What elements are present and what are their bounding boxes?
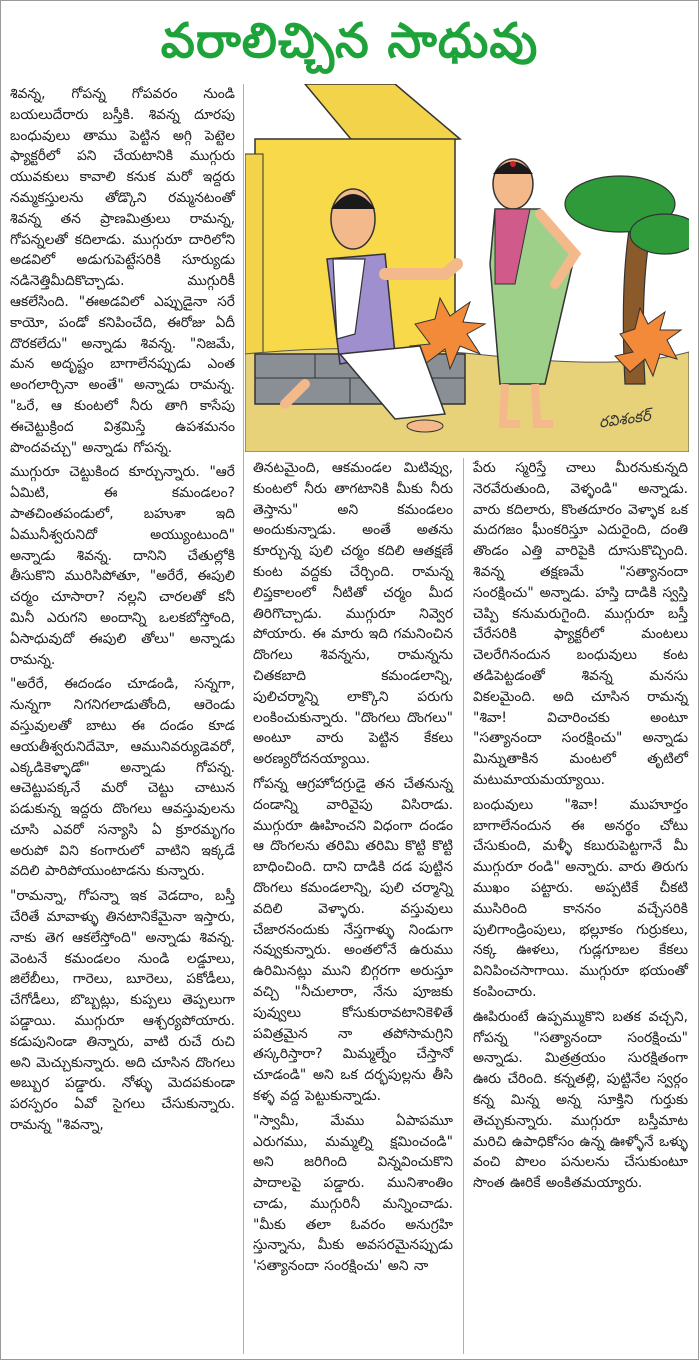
text-column-3: [473, 458, 688, 1198]
column-divider: [463, 458, 464, 1354]
text-column-1: [10, 84, 235, 1140]
column-divider: [243, 84, 244, 1354]
paragraph: ఊపిరుంటే ఉప్పమ్ముకొని బతక వచ్చని, గోపన్న "సత్యానందా సంరక్షించు" అన్నాడు. మిత్రత్రయం సురక్షితంగా ఊరు చేరింది. కన్నతల్లి, పుట్టినేల స్వర్గం కన్న మిన్న అన్న సూక్తిని గుర్తుకు తెచ్చుకున్నారు. ముగ్గురూ బస్తీమాట మరిచి ఉపాధికోసం ఉన్న ఊళ్ళోనే ఒళ్ళు వంచి పొలం పనులను చేసుకుంటూ సొంత ఊరికే అంకితమయ్యారు.: [473, 1008, 688, 1192]
paragraph: తినటమైంది, ఆకమండల మిటివ్వు, కుంటలో నీరు తాగటానికి మీకు నీరు తెస్తాను" అని కమండలం అందుకున్నాడు. అంతే అతను కూర్చున్న పులి చర్మం కదిలి ఆతక్షణే కుంట వద్దకు చేర్చింది. రామన్న లిప్తకాలంలో నీటితో చర్మం మీద తిరిగొచ్చాడు. ముగ్గురూ నివ్వెర పోయారు. ఈ మారు ఇది గమనించిన దొంగలు శివన్నను, రామన్నను చితకబాది కమండలాన్ని, పులిచర్మాన్ని లాక్కొని పరుగు లంకించుకున్నారు. "దొంగలు దొంగలు" అంటూ వారు పెట్టిన కేకలు అరణ్యరోదనయ్యాయి.: [253, 460, 453, 768]
paragraph: ముగ్గురూ చెట్టుకింద కూర్చున్నారు. "ఆరే ఏమిటి, ఈ కమండలం? పాతచింతపండులో, బహుశా ఇది ఏమునీశ్వరునిదో అయ్యుంటుంది" అన్నాడు శివన్న. దానిని చేతుల్లోకి తీసుకొని మురిసిపోతూ, "అరేరే, ఈపులి చర్మం చూసారా? నల్లని చారలతో కనీ మినీ ఎరుగని అందాన్ని ఒలకబోస్తోంది, ఏసాధువుదో ఈపులి తోలు" అన్నాడు రామన్న.: [10, 464, 235, 668]
paragraph: శివన్న, గోపన్న గోపవరం నుండి బయలుదేరారు బస్తీకి. శివన్న దూరపు బంధువులు తాము పెట్టిన అగ్గి పెట్టెల ఫ్యాక్టరీలో పని చేయటానికి ముగ్గురు యువకులు కావాలి కనుక మరో ఇద్దరు నమ్మకస్తులను తోడ్కొని రమ్మనటంతో శివన్న తన ప్రాణమిత్రులు రామన్న, గోపన్నలతో కదిలాడు. ముగ్గురూ దారిలోని అడవిలో అడుగుపెట్టేసరికి సూర్యుడు నడినెత్తిమీదికొచ్చాడు. ముగ్గురికీ ఆకలేసింది. "ఈఅడవిలో ఎప్పుడైనా సరే కాయో, పండో కనిపించేది, ఈరోజు ఏదీ దొరకలేదు" అన్నాడు శివన్న. "నిజమే, మన అదృష్టం బాగాలేనప్పుడు ఎంత అంగలార్చినా అంతే" అన్నాడు రామన్న. "ఒరే, ఆ కుంటలో నీరు తాగి కాసేపు ఈచెట్టుక్రింద విశ్రమిస్తే ఉపశమనం పొందవచ్చు" అన్నాడు గోపన్న.: [10, 86, 235, 456]
story-illustration: [245, 84, 689, 452]
illustrator-signature: రవిశంకర్: [597, 406, 652, 432]
paragraph: "అరేరే, ఈదండం చూడండి, సన్నగా, నున్నగా నిగనిగలాడుతోంది, ఆరెండు వస్తువులతో బాటు ఈ దండం కూడ ఆయతీశ్వరునిదేమో, ఆమునివర్యుడెవరో, ఎక్కడికెళ్ళాడో" అన్నాడు గోపన్న. ఆచెట్టుపక్కనే మరో చెట్టు చాటున పడుకున్న ఇద్దరు దొంగలు ఆవస్తువులను చూసి ఎవరో సన్యాసి ఏ క్రూరమృగం అరుపో విని కంగారులో వాటిని ఇక్కడే వదిలి పారిపోయుంటాడను కున్నారు.: [10, 676, 235, 880]
paragraph: బంధువులు "శివా! ముహూర్తం బాగాలేనందున ఈ అనర్థం చోటు చేసుకుంది, మళ్ళీ కబురుపెట్టగానే మీ ముగ్గురూ రండి" అన్నారు. వారు తిరుగు ముఖం పట్టారు. అప్పటికే చీకటి ముసిరింది కాననం వచ్చేసరికి పులిగాండ్రింపులు, భల్లూకం గుర్రుకలు, నక్క ఊళలు, గుడ్లగూబల కేకలు వినిపించసాగాయి. ముగ్గురూ భయంతో కంపించారు.: [473, 796, 688, 1000]
illustration-drawing: [245, 84, 689, 452]
paragraph: గోపన్న ఆగ్రహోదగ్రుడై తన చేతనున్న దండాన్ని వారివైపు విసిరాడు. ముగ్గురూ ఊహించని విధంగా దండం ఆ దొంగలను తరిమి తరిమి కొట్టి కొట్టి బాధించింది. దాని దాడికి దడ పుట్టిన దొంగలు కమండలాన్ని, పులి చర్మాన్ని వదిలి వెళ్ళారు. వస్తువులు చేజారనందుకు నేస్తగాళ్ళు నిండుగా నవ్వుకున్నారు. అంతలోనే ఉరుము ఉరిమినట్లు ముని బిగ్గరగా అరుస్తూ వచ్చి "నీచులారా, నేను పూజకు పువ్వులు కోసుకురావటానికెళితే పవిత్రమైన నా తపోసామగ్రిని తస్కరిస్తారా? మిమ్మల్నేం చేస్తానో చూడండి" అని ఒక దర్భపుల్లను తీసి కళ్ళ వద్ద పెట్టుకున్నాడు.: [253, 775, 453, 1104]
paragraph: "స్వామీ, మేము ఏపాపమూ ఎరుగము, మమ్మల్ని క్షమించండి" అని జరిగింది విన్నవించుకొని పాదాలపై పడ్డారు. మునిశాంతిం చాడు, ముగ్గురినీ మన్నించాడు. "మీకు తలా ఓవరం అనుగ్రహి స్తున్నాను, మీకు అవసరమైనప్పుడు 'సత్యానందా సంరక్షించు' అని నా: [253, 1112, 453, 1275]
paragraph: పేరు స్మరిస్తే చాలు మీరనుకున్నది నెరవేరుతుంది, వెళ్ళండి" అన్నాడు. వారు కదిలారు, కొంతదూరం వెళ్ళాక ఒక మదగజం ఘీంకరిస్తూ ఎదురైంది, దంతి తొండం ఎత్తి వారిపైకి దూసుకొచ్చింది. శివన్న తక్షణమే "సత్యానందా సంరక్షించు" అన్నాడు. హస్తి దాడికి స్వస్తి చెప్పి కనుమరుగైంది. ముగ్గురూ బస్తీ చేరేసరికి ఫ్యాక్టరీలో మంటలు చెలరేగినందున బంధువులు కంట తడిపెట్టడంతో శివన్న మనసు వికలమైంది. అది చూసిన రామన్న "శివా! విచారించకు అంటూ "సత్యానందా సంరక్షించు" అన్నాడు మిన్నుతాకిన మంటలో తృటిలో మటుమాయమయ్యాయి.: [473, 460, 688, 788]
text-column-2: [253, 458, 453, 1281]
paragraph: "రామన్నా, గోపన్నా ఇక వెడదాం, బస్తీ చేరితే మావాళ్ళు తినటానికేమైనా ఇస్తారు, నాకు తెగ ఆకలేస్తోంది" అన్నాడు శివన్న. వెంటనే కమండలం నుండి లడ్డూలు, జిలేబీలు, గారెలు, బూరెలు, పకోడీలు, చేగోడీలు, బొబ్బట్లు, కుప్పలు తెప్పలుగా పడ్డాయి. ముగ్గురూ ఆశ్చర్యపోయారు. కడుపునిండా తిన్నారు, వాటి రుచే రుచి అని మెచ్చుకున్నారు. అది చూసిన దొంగలు అబ్బుర పడ్డారు. నోళ్ళు మెదపకుండా పరస్పరం ఏవో సైగలు చేసుకున్నారు. రామన్న "శివన్నా,: [10, 888, 235, 1134]
story-title: వరాలిచ్చిన సాధువు: [160, 13, 539, 69]
